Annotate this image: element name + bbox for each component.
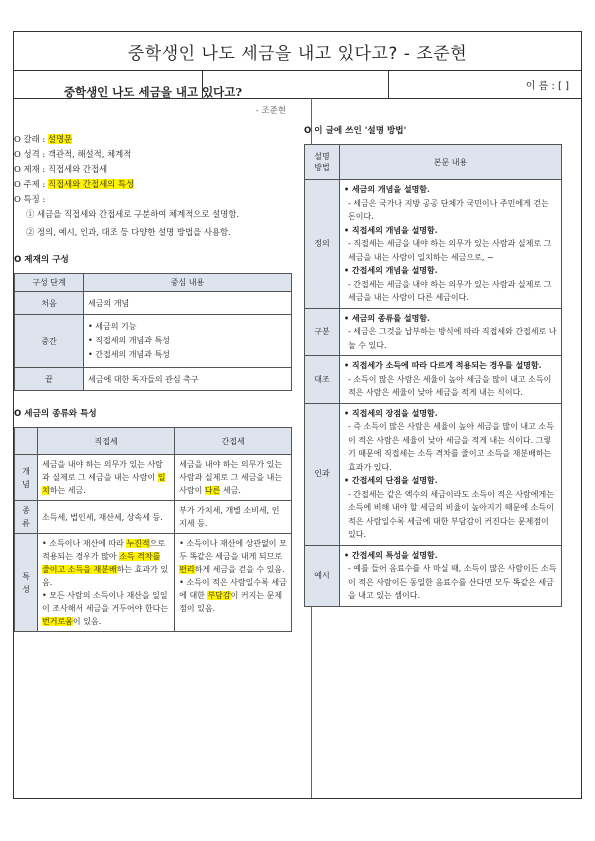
table-row: [15, 368, 292, 391]
theme-value: 직접세와 간접세의 특성: [47, 179, 135, 189]
structure-title: O 제재의 구성: [14, 255, 69, 265]
method-label: 정의: [305, 180, 340, 309]
method-point: • 세금의 개념을 설명함.: [344, 184, 430, 194]
method-content: [340, 308, 562, 356]
method-label: 인과: [305, 403, 340, 545]
highlight: 일치: [42, 473, 166, 495]
content-line: • 세금의 기능: [88, 322, 137, 331]
method-point: • 세금의 종류를 설명함.: [344, 312, 430, 323]
table-row: [305, 545, 562, 606]
table-row: [305, 308, 562, 356]
method-header: 본문 내용: [340, 145, 562, 180]
method-detail: - 예를 들어 음료수를 사 마실 때, 소득이 많은 사람이든 소득이 적은 사람이든 동일한 음료수를 산다면 모두 똑같은 세금을 내고 있는 셈이다.: [348, 564, 557, 600]
stage-cell: 중간: [15, 315, 84, 368]
genre-line: [14, 132, 292, 147]
author: - 조준현: [255, 106, 286, 116]
highlight: 소득 격차를 줄이고 소득을 재분배: [42, 552, 161, 574]
method-content: [340, 356, 562, 404]
highlight: 누진적: [126, 539, 150, 548]
method-content: [340, 403, 562, 545]
concept-direct: [38, 455, 175, 501]
left-column: [14, 76, 292, 632]
table-row: [305, 356, 562, 404]
content-line: • 간접세의 개념과 특성: [88, 350, 170, 359]
method-point: • 간접세의 개념을 설명함.: [344, 265, 438, 275]
types-direct: 소득세, 법인세, 재산세, 상속세 등.: [38, 501, 175, 534]
text: • 모든 사람의 소득이나 재산을 일일이 조사해서 세금을 거두어야 한다는: [42, 591, 169, 613]
worksheet-title: 중학생인 나도 세금을 내고 있다고? - 조준현: [14, 32, 581, 71]
highlight: 편리: [179, 565, 195, 574]
overview: [14, 132, 292, 239]
text: • 소득이나 재산에 상관없이 모두 똑같은 세금을 내게 되므로: [179, 539, 287, 561]
method-label: 예시: [305, 545, 340, 606]
table-row: [305, 403, 562, 545]
structure-header: 구성 단계: [15, 274, 84, 292]
content-cell: 세금에 대한 독자들의 관심 촉구: [84, 368, 292, 391]
method-section-title: O 이 글에 쓰인 '설명 방법': [304, 126, 407, 136]
trait-item: [179, 576, 287, 615]
kinds-header: [15, 428, 38, 455]
table-row: [305, 180, 562, 309]
highlight: 다른: [204, 486, 221, 495]
content-line: • 직접세의 개념과 특성: [88, 336, 170, 345]
text: 세금을 내야 하는 의무가 있는 사람과 실제로 그 세금을 내는 사람이: [42, 460, 163, 482]
stage-cell: 처음: [15, 292, 84, 315]
method-detail: - 세금은 국가나 지방 공공 단체가 국민이나 주민에게 걷는 돈이다.: [348, 198, 549, 221]
text: • 소득이나 재산에 따라: [42, 539, 127, 548]
text: 세금을 내야 하는 의무가 있는 사람과 실제로 그 세금을 내는 사람이: [179, 460, 283, 495]
method-detail: - 직접세는 세금을 내야 하는 의무가 있는 사람과 실제로 그 세금을 내는 사람이 일치하는 세금으로, ~: [348, 239, 552, 262]
name-field-label: 이 름 : [ ]: [525, 80, 569, 92]
topic-line: O 제재 : 직접세와 간접세: [14, 164, 108, 174]
method-label: 구분: [305, 308, 340, 356]
structure-header: 중심 내용: [84, 274, 292, 292]
kinds-header: 간접세: [175, 428, 292, 455]
row-label: 특성: [15, 534, 38, 632]
traits-indirect: [175, 534, 292, 632]
stage-cell: 끝: [15, 368, 84, 391]
text: 하게 세금을 걷을 수 있음.: [194, 565, 285, 574]
kinds-header: 직접세: [38, 428, 175, 455]
trait-item: [42, 589, 170, 628]
highlight: 번거로움: [42, 617, 73, 626]
method-point: • 직접세가 소득에 따라 다르게 적용되는 경우를 설명함.: [344, 360, 542, 370]
row-label: 종류: [15, 501, 38, 534]
text: 세금.: [220, 486, 241, 495]
traits-direct: [38, 534, 175, 632]
feature-item: ② 정의, 예시, 인과, 대조 등 다양한 설명 방법을 사용함.: [26, 227, 231, 237]
text: 하는 효과가 있음.: [42, 565, 169, 587]
text: 이 커지는 문제점이 있음.: [179, 591, 283, 613]
method-detail: - 즉 소득이 많은 사람은 세율이 높아 세금을 많이 내고 소득이 적은 사람은 세율이 낮아 세금을 적게 내는 식이다. 그렇기 때문에 직접세는 소득 격차를 줄이고 소득을 재분배하는 효과가 있다.: [348, 422, 554, 472]
method-point: • 직접세의 개념을 설명함.: [344, 224, 438, 235]
method-header: 설명 방법: [305, 145, 340, 180]
feature-label: O 특징 :: [14, 194, 46, 204]
table-row: [15, 315, 292, 368]
genre-value: 설명문: [47, 134, 73, 144]
theme-line: [14, 177, 292, 192]
concept-indirect: [175, 455, 292, 501]
highlight: 부담감: [207, 591, 231, 600]
method-point: • 직접세의 장점을 설명함.: [344, 407, 438, 418]
types-indirect: 부가 가치세, 개별 소비세, 인지세 등.: [175, 501, 292, 534]
method-point: • 간접세의 단점을 설명함.: [344, 475, 438, 485]
doc-title: 중학생인 나도 세금을 내고 있다고?: [63, 85, 243, 99]
trait-item: [179, 537, 287, 576]
method-content: [340, 545, 562, 606]
kinds-title: O 세금의 종류와 특성: [14, 409, 97, 419]
text: • 소득이 적은 사람일수록 세금에 대한: [179, 578, 287, 600]
right-column: [304, 124, 562, 607]
kinds-table: [14, 427, 292, 632]
table-row: [15, 455, 292, 501]
text: 으로 적용되는 경우가 많아: [42, 539, 166, 561]
method-point: • 간접세의 특성을 설명함.: [344, 549, 438, 560]
structure-table: [14, 273, 292, 391]
table-row: [15, 501, 292, 534]
text: 하는 세금.: [49, 486, 86, 495]
trait-item: [42, 537, 170, 589]
method-table: [304, 144, 562, 607]
table-row: [15, 292, 292, 315]
table-row: [15, 534, 292, 632]
method-detail: - 소득이 많은 사람은 세율이 높아 세금을 많이 내고 소득이 적은 사람은 세율이 낮아 세금을 적게 내는 식이다.: [348, 374, 552, 397]
theme-label: O 주제 :: [14, 179, 48, 189]
method-content: [340, 180, 562, 309]
content-cell: [84, 315, 292, 368]
method-detail: - 간접세는 세금을 내야 하는 의무가 있는 사람과 실제로 그 세금을 내는 사람이 다른 세금이다.: [348, 279, 552, 302]
method-detail: - 간접세는 같은 액수의 세금이라도 소득이 적은 사람에게는 소득에 비해 내야 할 세금의 비율이 높아지기 때문에 소득이 적은 사람일수록 세금에 대한 부담감이 커진다는 문제점이 있다.: [348, 489, 554, 539]
row-label: 개념: [15, 455, 38, 501]
feature-item: ① 세금을 직접세와 간접세로 구분하여 체계적으로 설명함.: [26, 209, 240, 219]
method-detail: - 세금은 그것을 납부하는 방식에 따라 직접세와 간접세로 나눌 수 있다.: [348, 327, 557, 350]
content-cell: 세금의 개념: [84, 292, 292, 315]
text: 이 있음.: [72, 617, 102, 626]
genre-label: O 갈래 :: [14, 134, 48, 144]
nature-line: O 성격 : 객관적, 해설적, 체계적: [14, 149, 132, 159]
method-label: 대조: [305, 356, 340, 404]
